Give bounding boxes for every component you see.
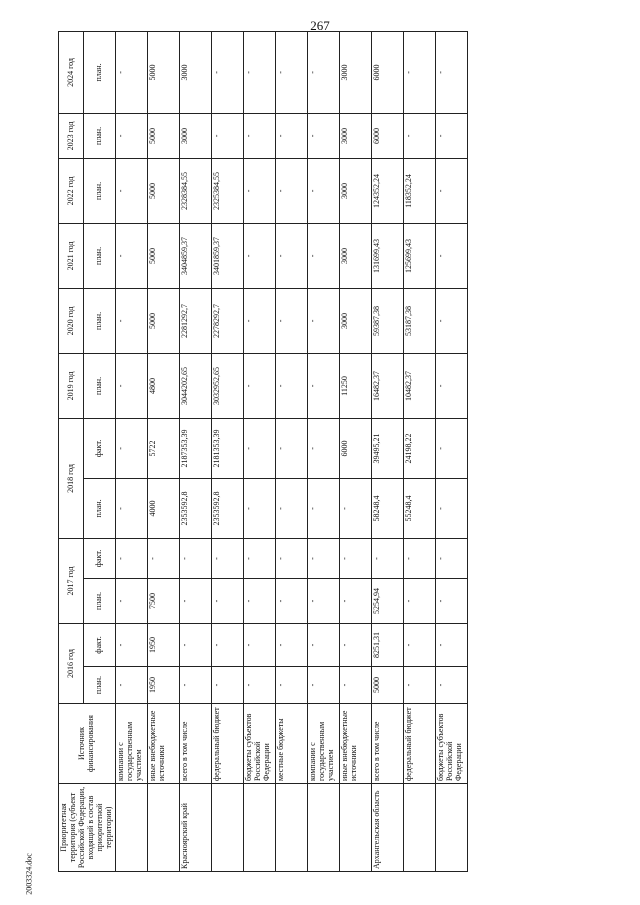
value-cell: - [115, 158, 147, 223]
value-cell: - [339, 667, 371, 704]
value-cell: 3000 [339, 158, 371, 223]
value-cell: - [307, 223, 339, 288]
territory-cell [147, 784, 179, 872]
value-cell: - [115, 113, 147, 158]
table-row [403, 31, 435, 871]
source-cell: бюджеты субъектов Российской Федерации [243, 704, 275, 784]
table-row [275, 31, 307, 871]
value-cell: 6000 [371, 113, 403, 158]
value-cell: 3000 [179, 31, 211, 113]
value-cell: 5000 [147, 288, 179, 353]
value-cell: 2187353,39 [179, 418, 211, 478]
source-cell: местные бюджеты [275, 704, 307, 784]
value-cell: - [307, 418, 339, 478]
value-cell: - [307, 623, 339, 666]
value-cell: 118352,24 [403, 158, 435, 223]
table-row [243, 31, 275, 871]
value-cell: - [307, 353, 339, 418]
header-plan: план. [84, 288, 115, 353]
value-cell: - [403, 578, 435, 623]
value-cell: 2353592,8 [211, 478, 243, 538]
value-cell: 3032952,65 [211, 353, 243, 418]
value-cell: - [435, 578, 467, 623]
source-cell: федеральный бюджет [211, 704, 243, 784]
value-cell: - [275, 113, 307, 158]
header-year-2018: 2018 год [59, 418, 84, 538]
value-cell: - [403, 538, 435, 578]
territory-cell: Красноярский край [179, 784, 211, 872]
value-cell: - [307, 667, 339, 704]
value-cell: - [179, 538, 211, 578]
value-cell: 5000 [147, 223, 179, 288]
value-cell: - [275, 538, 307, 578]
value-cell: - [307, 113, 339, 158]
source-cell: всего в том числе [179, 704, 211, 784]
header-plan: план. [84, 667, 115, 704]
value-cell: - [275, 353, 307, 418]
value-cell: 2353592,8 [179, 478, 211, 538]
value-cell: - [115, 223, 147, 288]
value-cell: 2281292,7 [179, 288, 211, 353]
value-cell: - [403, 31, 435, 113]
value-cell: - [307, 288, 339, 353]
value-cell: 7500 [147, 578, 179, 623]
value-cell: - [275, 478, 307, 538]
header-year-2022: 2022 год [59, 158, 84, 223]
file-name-text: 2003324.doc [24, 853, 34, 895]
value-cell: 5000 [371, 667, 403, 704]
table-row [371, 31, 403, 871]
value-cell: - [339, 478, 371, 538]
header-plan: план. [84, 223, 115, 288]
value-cell: - [115, 667, 147, 704]
table-row [147, 31, 179, 871]
value-cell: 53187,38 [403, 288, 435, 353]
value-cell: - [339, 578, 371, 623]
value-cell: - [115, 478, 147, 538]
value-cell: - [435, 623, 467, 666]
value-cell: 5000 [147, 158, 179, 223]
table-row [435, 31, 467, 871]
value-cell: - [211, 31, 243, 113]
value-cell: - [243, 31, 275, 113]
value-cell: 39495,21 [371, 418, 403, 478]
value-cell: - [275, 418, 307, 478]
value-cell: 3044202,65 [179, 353, 211, 418]
value-cell: - [211, 623, 243, 666]
page-number: 267 [310, 18, 330, 33]
source-cell: всего в том числе [371, 704, 403, 784]
source-cell: иные внебюджетные источники [339, 704, 371, 784]
value-cell: - [307, 578, 339, 623]
territory-cell [435, 784, 467, 872]
value-cell: - [243, 418, 275, 478]
value-cell: - [275, 667, 307, 704]
value-cell: - [275, 623, 307, 666]
value-cell: - [115, 353, 147, 418]
value-cell: - [243, 223, 275, 288]
value-cell: - [243, 353, 275, 418]
value-cell: 6000 [339, 418, 371, 478]
table-row [307, 31, 339, 871]
header-year-2017: 2017 год [59, 538, 84, 623]
value-cell: - [179, 667, 211, 704]
header-year-2016: 2016 год [59, 623, 84, 703]
value-cell: 5722 [147, 418, 179, 478]
value-cell: - [435, 223, 467, 288]
value-cell: - [275, 223, 307, 288]
value-cell: - [435, 31, 467, 113]
header-fact: факт. [84, 418, 115, 478]
value-cell: - [307, 158, 339, 223]
value-cell: - [307, 478, 339, 538]
value-cell: 59387,38 [371, 288, 403, 353]
value-cell: - [435, 418, 467, 478]
value-cell: - [243, 623, 275, 666]
territory-cell: Архангельская область [371, 784, 403, 872]
header-fact: факт. [84, 538, 115, 578]
value-cell: 8251,31 [371, 623, 403, 666]
value-cell: - [211, 578, 243, 623]
header-year-2023: 2023 год [59, 113, 84, 158]
value-cell: - [243, 158, 275, 223]
value-cell: - [179, 578, 211, 623]
header-plan: план. [84, 113, 115, 158]
header-source: Источник финансирования [59, 704, 116, 784]
value-cell: 4800 [147, 353, 179, 418]
value-cell: 3404859,37 [179, 223, 211, 288]
value-cell: - [243, 667, 275, 704]
value-cell: - [307, 538, 339, 578]
value-cell: 3401859,37 [211, 223, 243, 288]
value-cell: 1950 [147, 667, 179, 704]
header-plan: план. [84, 478, 115, 538]
value-cell: - [403, 113, 435, 158]
source-cell: компании с государственным участием [307, 704, 339, 784]
value-cell: - [403, 623, 435, 666]
territory-cell [403, 784, 435, 872]
value-cell: - [243, 288, 275, 353]
value-cell: 3000 [339, 288, 371, 353]
value-cell: - [435, 288, 467, 353]
value-cell: - [115, 418, 147, 478]
value-cell: 2278292,7 [211, 288, 243, 353]
value-cell: 1950 [147, 623, 179, 666]
value-cell: - [435, 353, 467, 418]
value-cell: - [275, 578, 307, 623]
header-plan: план. [84, 158, 115, 223]
value-cell: - [275, 288, 307, 353]
value-cell: 16482,37 [371, 353, 403, 418]
header-year-2021: 2021 год [59, 223, 84, 288]
source-cell: иные внебюджетные источники [147, 704, 179, 784]
value-cell: 5000 [147, 113, 179, 158]
value-cell: - [307, 31, 339, 113]
value-cell: 5000 [147, 31, 179, 113]
value-cell: 124352,24 [371, 158, 403, 223]
value-cell: 5254,94 [371, 578, 403, 623]
value-cell: 3000 [339, 223, 371, 288]
value-cell: 2328384,55 [179, 158, 211, 223]
territory-cell [275, 784, 307, 872]
value-cell: - [243, 113, 275, 158]
value-cell: - [243, 478, 275, 538]
value-cell: 125699,43 [403, 223, 435, 288]
source-cell: федеральный бюджет [403, 704, 435, 784]
value-cell: - [115, 538, 147, 578]
value-cell: - [115, 623, 147, 666]
value-cell: - [435, 478, 467, 538]
value-cell: 11250 [339, 353, 371, 418]
value-cell: - [211, 667, 243, 704]
value-cell: - [435, 538, 467, 578]
value-cell: 3000 [339, 113, 371, 158]
value-cell: - [403, 667, 435, 704]
territory-cell [211, 784, 243, 872]
header-fact: факт. [84, 623, 115, 666]
value-cell: 55248,4 [403, 478, 435, 538]
territory-cell [115, 784, 147, 872]
rotated-table-wrapper [58, 32, 568, 872]
value-cell: - [115, 288, 147, 353]
territory-cell [339, 784, 371, 872]
value-cell: - [115, 31, 147, 113]
header-year-2020: 2020 год [59, 288, 84, 353]
territory-cell [243, 784, 275, 872]
value-cell: - [339, 538, 371, 578]
header-plan: план. [84, 353, 115, 418]
header-year-2019: 2019 год [59, 353, 84, 418]
value-cell: 4000 [147, 478, 179, 538]
value-cell: - [243, 578, 275, 623]
header-plan: план. [84, 578, 115, 623]
table-row [211, 31, 243, 871]
value-cell: 24198,22 [403, 418, 435, 478]
value-cell: 58248,4 [371, 478, 403, 538]
value-cell: - [275, 31, 307, 113]
table-row [115, 31, 147, 871]
value-cell: - [211, 538, 243, 578]
source-cell: бюджеты субъектов Российской Федерации [435, 704, 467, 784]
header-year-2024: 2024 год [59, 31, 84, 113]
value-cell: 131699,43 [371, 223, 403, 288]
value-cell: - [339, 623, 371, 666]
header-plan: план. [84, 31, 115, 113]
value-cell: - [179, 623, 211, 666]
value-cell: 2181353,39 [211, 418, 243, 478]
table-body [115, 31, 467, 871]
value-cell: 6000 [371, 31, 403, 113]
table-row [339, 31, 371, 871]
file-name-footer [8, 853, 50, 895]
value-cell: - [435, 158, 467, 223]
value-cell: 3000 [179, 113, 211, 158]
value-cell: - [371, 538, 403, 578]
financing-table [58, 31, 468, 872]
value-cell: - [115, 578, 147, 623]
value-cell: - [275, 158, 307, 223]
value-cell: - [211, 113, 243, 158]
value-cell: 10482,37 [403, 353, 435, 418]
value-cell: - [435, 667, 467, 704]
territory-cell [307, 784, 339, 872]
header-territory: Приоритетная территория (субъект Российской Федерации, входящий в состав приоритетной территории) [59, 784, 116, 872]
value-cell: 2325384,55 [211, 158, 243, 223]
table-header [59, 31, 116, 871]
value-cell: - [147, 538, 179, 578]
value-cell: - [243, 538, 275, 578]
value-cell: 3000 [339, 31, 371, 113]
source-cell: компании с государственным участием [115, 704, 147, 784]
value-cell: - [435, 113, 467, 158]
table-row [179, 31, 211, 871]
